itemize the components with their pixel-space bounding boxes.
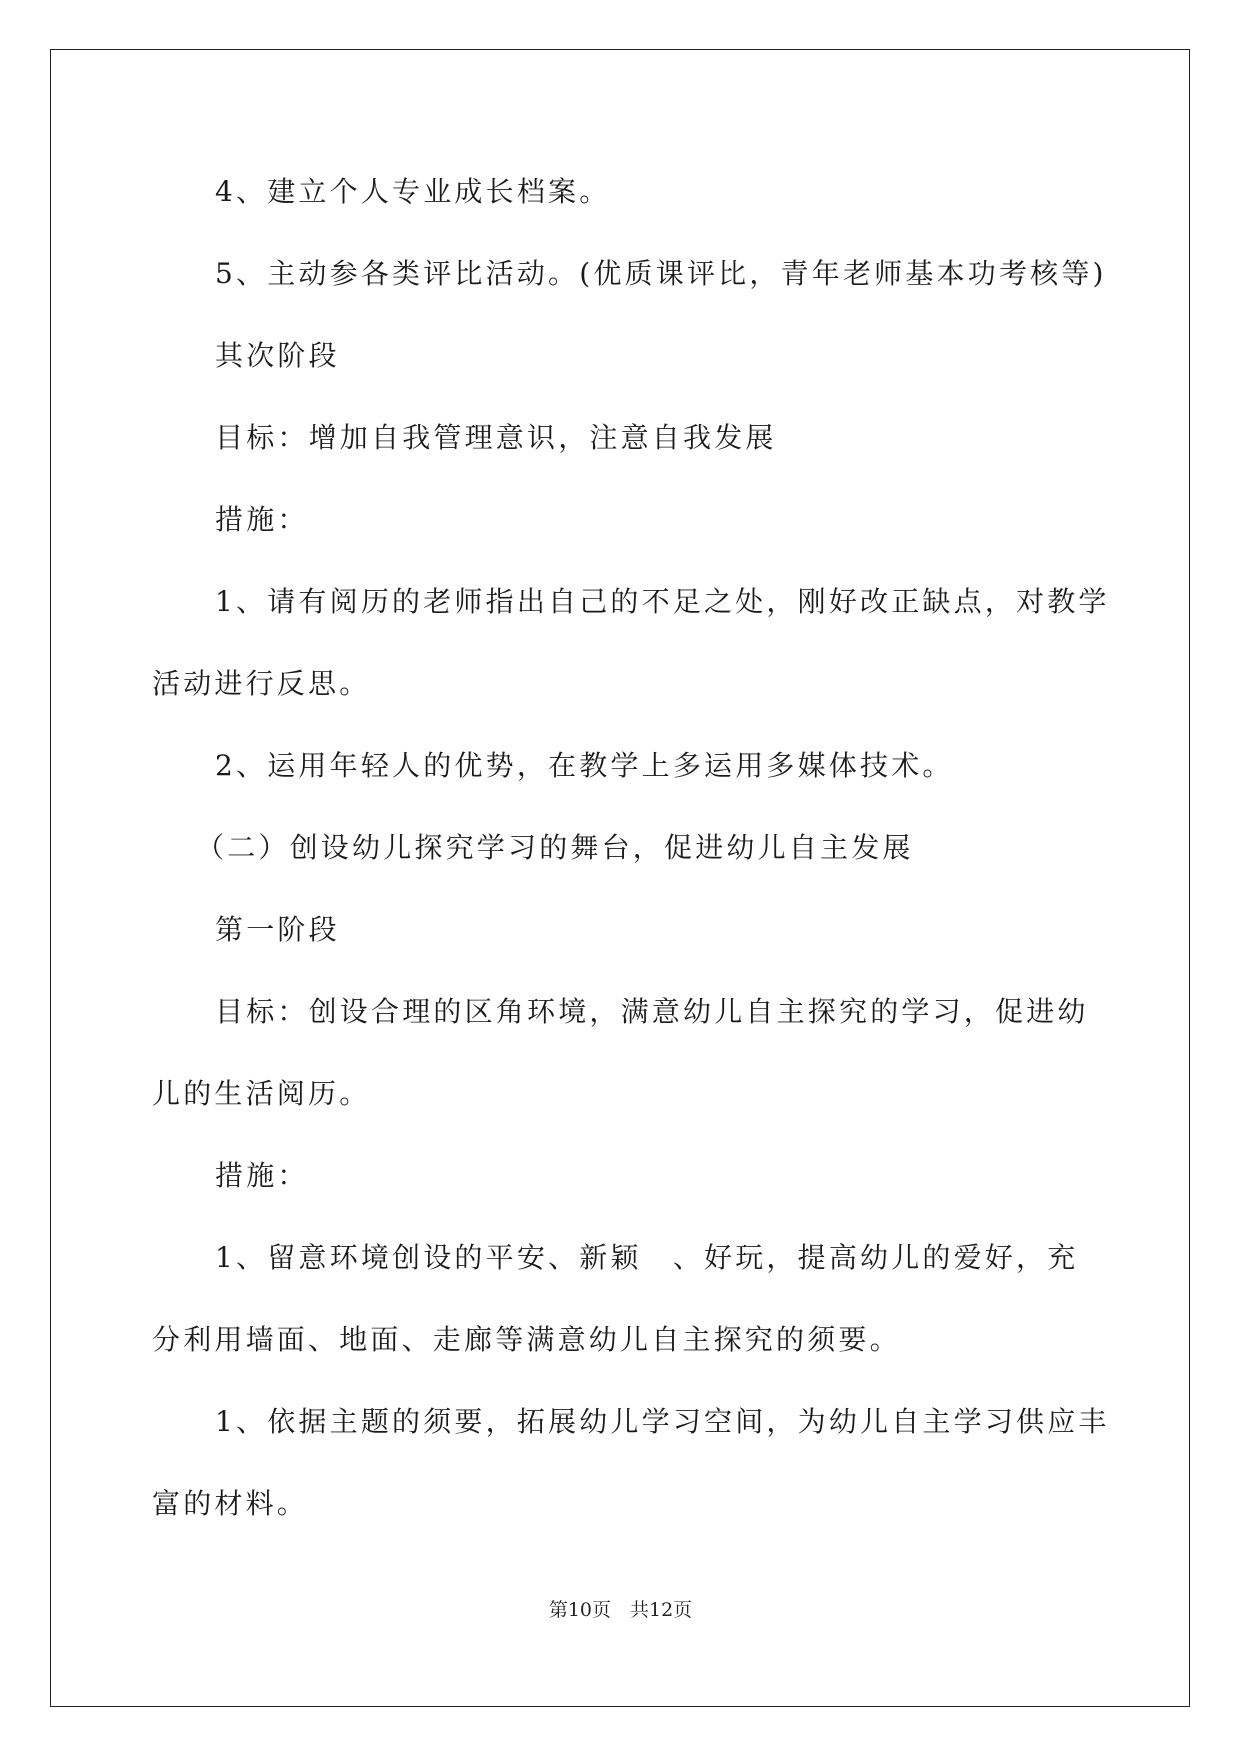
paragraph-line: 活动进行反思。 <box>152 667 371 700</box>
page-footer <box>0 1598 1241 1622</box>
paragraph-line: 分利用墙面、地面、走廊等满意幼儿自主探究的须要。 <box>152 1323 901 1356</box>
page-border <box>50 49 1190 1707</box>
paragraph-line: 儿的生活阅历。 <box>152 1077 371 1110</box>
paragraph-line: 1、依据主题的须要，拓展幼儿学习空间，为幼儿自主学习供应丰 <box>215 1405 1110 1438</box>
paragraph-line: 4、建立个人专业成长档案。 <box>215 175 611 208</box>
paragraph-line: 富的材料。 <box>152 1487 309 1520</box>
paragraph-line: 2、运用年轻人的优势，在教学上多运用多媒体技术。 <box>215 749 954 782</box>
paragraph-line: 措施： <box>215 1159 309 1192</box>
section-heading: 第一阶段 <box>215 913 340 946</box>
paragraph-line: 1、请有阅历的老师指出自己的不足之处，刚好改正缺点，对教学 <box>215 585 1110 618</box>
paragraph-line: 措施： <box>215 503 309 536</box>
paragraph-line: 目标：增加自我管理意识，注意自我发展 <box>215 421 777 454</box>
paragraph-line: 5、主动参各类评比活动。(优质课评比，青年老师基本功考核等) <box>215 257 1107 290</box>
paragraph-line: 目标：创设合理的区角环境，满意幼儿自主探究的学习，促进幼 <box>215 995 1089 1028</box>
paragraph-line: 1、留意环境创设的平安、新颖 、好玩，提高幼儿的爱好，充 <box>215 1241 1079 1274</box>
section-heading: （二）创设幼儿探究学习的舞台，促进幼儿自主发展 <box>196 831 914 864</box>
section-heading: 其次阶段 <box>215 339 340 372</box>
page-number: 第10页 共12页 <box>548 1599 693 1621</box>
